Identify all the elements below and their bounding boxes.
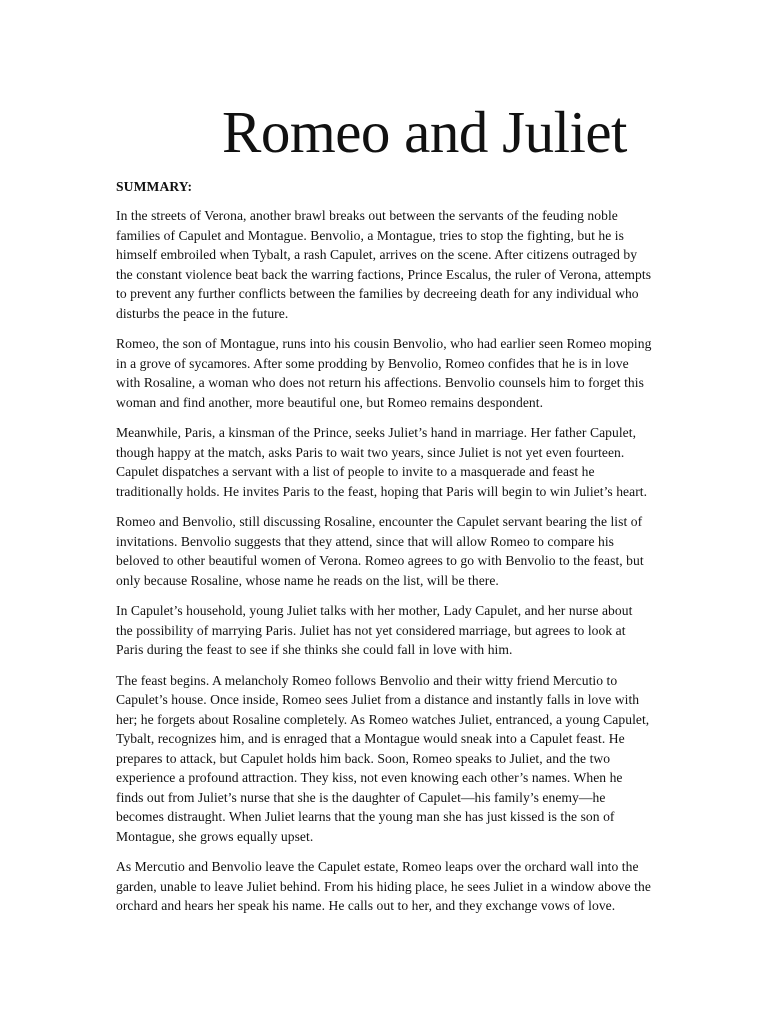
paragraph-line: only because Rosaline, whose name he reads on the list, will be there. — [116, 572, 499, 588]
paragraph-line: Meanwhile, Paris, a kinsman of the Prince, seeks Juliet’s hand in marriage. Her father Capulet, — [116, 425, 637, 440]
paragraph-line: Romeo and Benvolio, still discussing Rosaline, encounter the Capulet servant bearing the list of — [116, 514, 643, 529]
paragraph-line: the constant violence beat back the warring factions, Prince Escalus, the ruler of Verona, attempts — [116, 266, 652, 282]
summary-paragraph — [116, 601, 682, 660]
paragraph-line: woman and find another, more beautiful one, but Romeo remains despondent. — [116, 394, 544, 410]
paragraph-line: orchard and hears her speak his name. He calls out to her, and they exchange vows of love. — [116, 898, 616, 913]
paragraph-line: In the streets of Verona, another brawl breaks out between the servants of the feuding noble — [116, 208, 618, 223]
paragraph-line: himself embroiled when Tybalt, a rash Capulet, arrives on the scene. After citizens outraged by — [116, 247, 638, 262]
paragraph-line: with Rosaline, a woman who does not return his affections. Benvolio counsels him to forget this — [116, 375, 644, 390]
paragraph-line: becomes distraught. When Juliet learns that the young man she has just kissed is the son of — [116, 809, 615, 824]
paragraph-line: families of Capulet and Montague. Benvolio, a Montague, tries to stop the fighting, but he is — [116, 227, 624, 243]
summary-paragraph — [116, 671, 682, 847]
paragraph-line: invitations. Benvolio suggests that they attend, since that will allow Romeo to compare his — [116, 533, 614, 549]
paragraph-line: As Mercutio and Benvolio leave the Capulet estate, Romeo leaps over the orchard wall into the — [116, 859, 639, 874]
summary-paragraph — [116, 423, 682, 501]
paragraph-line: In Capulet’s household, young Juliet talks with her mother, Lady Capulet, and her nurse about — [116, 603, 633, 618]
paragraph-line: Capulet’s house. Once inside, Romeo sees Juliet from a distance and instantly falls in love with — [116, 692, 640, 707]
summary-paragraph — [116, 857, 682, 916]
summary-paragraph — [116, 512, 682, 590]
paragraph-line: the possibility of marrying Paris. Juliet has not yet considered marriage, but agrees to look at — [116, 622, 626, 638]
document-body — [116, 176, 682, 927]
document-title: Romeo and Juliet — [222, 99, 627, 165]
paragraph-line: disturbs the peace in the future. — [116, 305, 289, 321]
paragraph-line: traditionally holds. He invites Paris to the feast, hoping that Paris will begin to win Juliet’s heart. — [116, 483, 648, 499]
summary-paragraph — [116, 334, 682, 412]
paragraph-line: Montague, she grows equally upset. — [116, 828, 314, 844]
summary-paragraph — [116, 206, 682, 323]
paragraph-line: finds out from Juliet’s nurse that she is the daughter of Capulet—his family’s enemy—he — [116, 789, 606, 805]
paragraph-line: The feast begins. A melancholy Romeo follows Benvolio and their witty friend Mercutio to — [116, 672, 618, 688]
paragraph-line: Capulet dispatches a servant with a list of people to invite to a masquerade and feast he — [116, 464, 595, 479]
paragraph-line: beloved to other beautiful women of Verona. Romeo agrees to go with Benvolio to the feast, but — [116, 553, 644, 568]
paragraph-line: in a grove of sycamores. After some prodding by Benvolio, Romeo confides that he is in love — [116, 355, 629, 371]
section-heading: SUMMARY: — [116, 179, 193, 194]
paragraph-line: experience a profound attraction. They kiss, not even knowing each other’s names. When he — [116, 770, 623, 785]
paragraph-line: garden, unable to leave Juliet behind. From his hiding place, he sees Juliet in a window above the — [116, 878, 651, 894]
summary-paragraphs — [116, 206, 682, 916]
paragraph-line: Tybalt, recognizes him, and is enraged that a Montague would sneak into a Capulet feast. He — [116, 731, 625, 746]
paragraph-line: to prevent any further conflicts between the families by decreeing death for any individual who — [116, 286, 639, 301]
paragraph-line: prepares to attack, but Capulet holds him back. Soon, Romeo speaks to Juliet, and the two — [116, 750, 611, 766]
paragraph-line: though happy at the match, asks Paris to wait two years, since Juliet is not yet even fourteen. — [116, 444, 625, 460]
paragraph-line: Romeo, the son of Montague, runs into his cousin Benvolio, who had earlier seen Romeo moping — [116, 336, 652, 351]
paragraph-line: Paris during the feast to see if she thinks she could fall in love with him. — [116, 642, 513, 657]
paragraph-line: her; he forgets about Rosaline completely. As Romeo watches Juliet, entranced, a young Capulet, — [116, 711, 650, 727]
